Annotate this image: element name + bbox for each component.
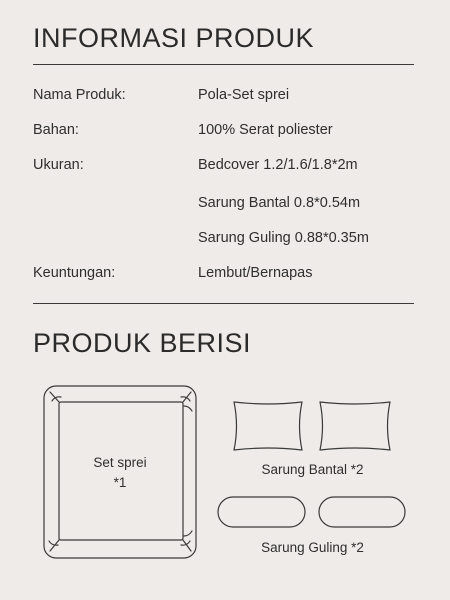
info-value: Bedcover 1.2/1.6/1.8*2m bbox=[198, 157, 358, 173]
info-value: Sarung Bantal 0.8*0.54m bbox=[198, 195, 361, 211]
bolster-case-icon bbox=[218, 497, 305, 527]
info-title: INFORMASI PRODUK bbox=[33, 23, 315, 53]
info-key: Keuntungan: bbox=[33, 265, 116, 281]
pillowcase-icon bbox=[234, 402, 302, 450]
pillowcase-icon bbox=[320, 402, 390, 450]
bolster-case-icon bbox=[319, 497, 405, 527]
info-value: 100% Serat poliester bbox=[198, 122, 333, 138]
info-value: Pola-Set sprei bbox=[198, 87, 290, 103]
sheet-quantity: *1 bbox=[113, 475, 127, 490]
contents-title: PRODUK BERISI bbox=[33, 328, 252, 358]
info-key: Ukuran: bbox=[33, 157, 84, 173]
sheet-label: Set sprei bbox=[93, 455, 147, 470]
bolster-label: Sarung Guling *2 bbox=[261, 540, 364, 555]
fitted-sheet-icon bbox=[44, 386, 196, 558]
info-value: Lembut/Bernapas bbox=[198, 265, 313, 281]
pillow-label: Sarung Bantal *2 bbox=[261, 462, 364, 477]
info-key: Bahan: bbox=[33, 122, 79, 138]
info-value: Sarung Guling 0.88*0.35m bbox=[198, 230, 369, 246]
info-key: Nama Produk: bbox=[33, 87, 126, 103]
